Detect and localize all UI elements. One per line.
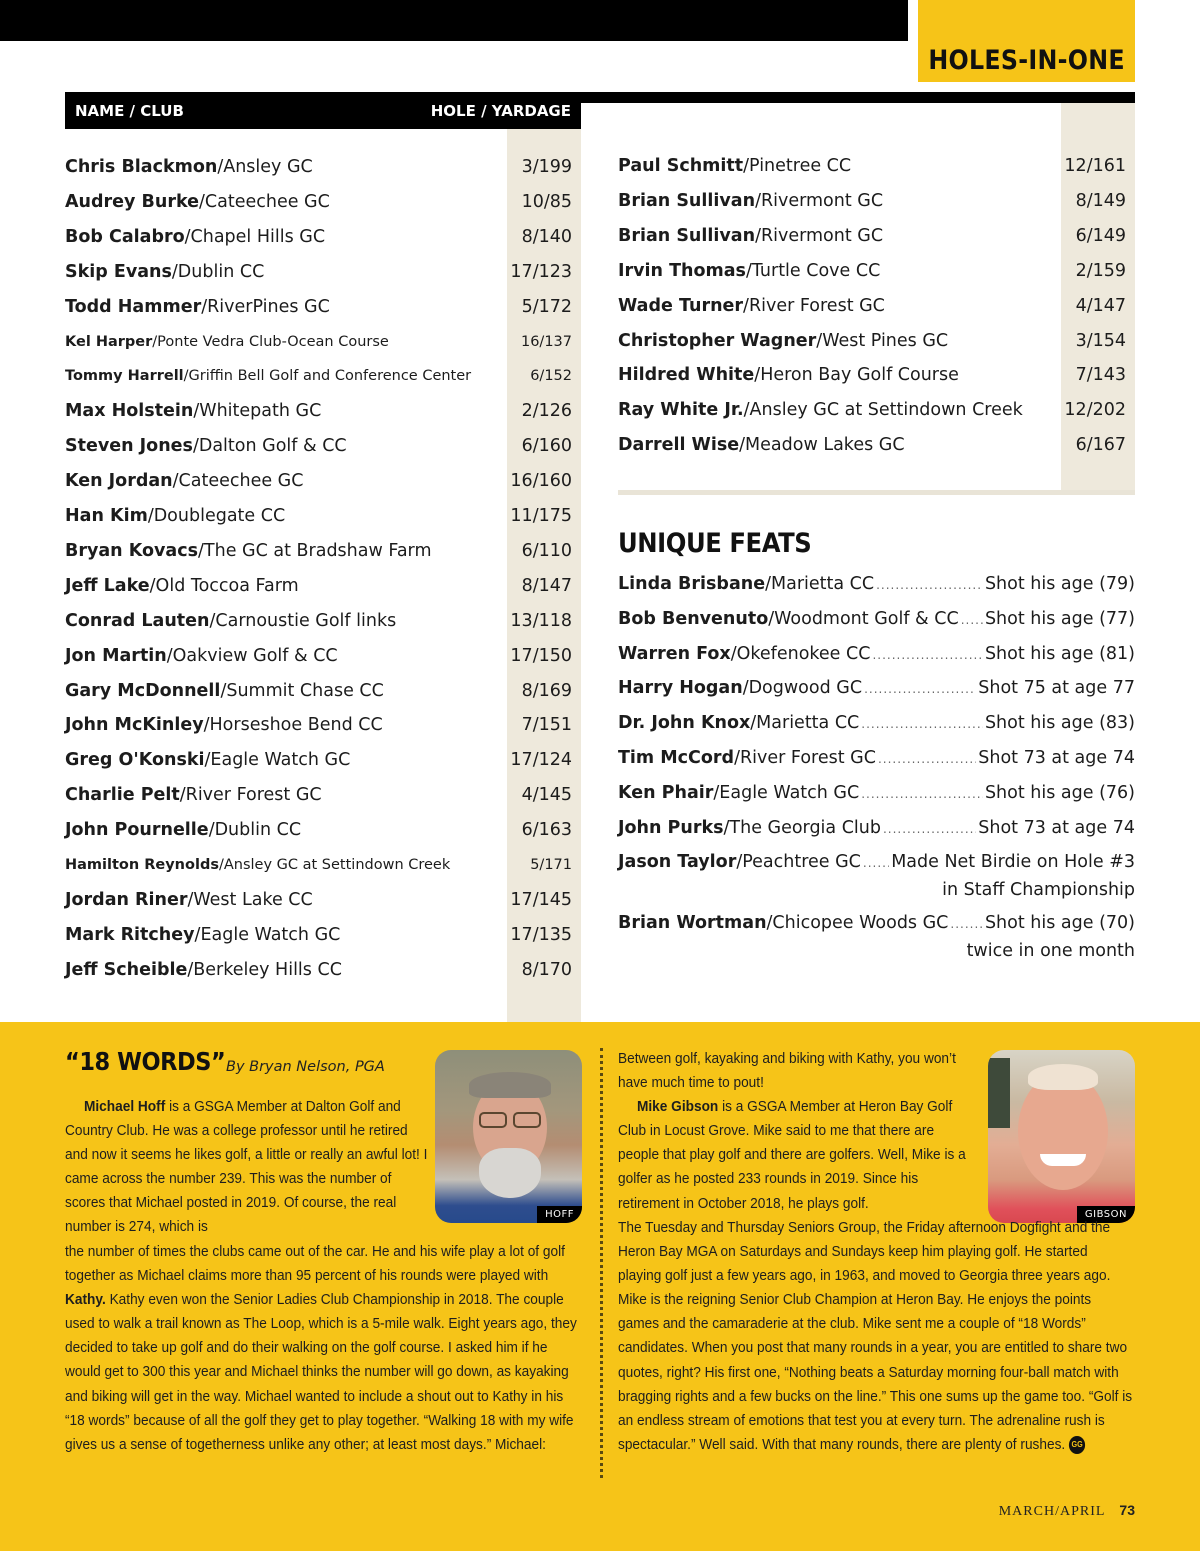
leader-dots	[876, 572, 983, 599]
divider	[618, 490, 1135, 495]
person-name: Mike Gibson	[636, 1098, 719, 1116]
hole-yardage: 4/145	[521, 785, 572, 806]
entry-name-club	[618, 296, 1076, 316]
feat-description: Shot 73 at age 74	[978, 748, 1135, 768]
golfer-name: Ray White Jr.	[618, 400, 744, 421]
page-number: 73	[1119, 1502, 1135, 1518]
eighteen-words-title: “18 WORDS”	[65, 1047, 226, 1076]
hole-yardage: 4/147	[1075, 295, 1126, 316]
feat-description: Shot 73 at age 74	[978, 817, 1135, 838]
list-item	[65, 257, 572, 287]
article-left-intro	[65, 1095, 434, 1240]
club-name: /Old Toccoa Farm	[149, 575, 299, 596]
list-item	[618, 186, 1126, 216]
entry-name-club	[618, 261, 1076, 281]
hole-yardage: 2/126	[521, 401, 572, 422]
entry-name-club	[65, 506, 510, 526]
entry-name-club	[65, 192, 522, 212]
list-item	[65, 955, 572, 985]
club-name: /Cateechee GC	[172, 471, 304, 492]
club-name: /Horseshoe Bend CC	[203, 715, 383, 736]
golfer-name: Audrey Burke	[65, 191, 199, 212]
golfer-name: Irvin Thomas	[618, 260, 746, 281]
feat-item	[618, 606, 1135, 634]
entry-name-club	[65, 157, 522, 177]
header-hole-yardage: HOLE / YARDAGE	[430, 101, 571, 120]
feat-person	[618, 710, 859, 737]
list-item	[65, 222, 572, 252]
entry-name-club	[65, 297, 522, 317]
list-item	[65, 641, 572, 671]
golfer-name: Gary McDonnell	[65, 680, 221, 701]
feat-description: Shot his age (83)	[984, 713, 1135, 734]
entry-name-club	[65, 611, 510, 631]
hole-yardage: 16/160	[510, 471, 572, 492]
article-text: Kathy even won the Senior Ladies Club Championship in 2018. The couple used to walk a trail known as The Loop, which is a 5-mile walk. Eight years ago, they decided to take up golf and do their walking on the golf course. I asked him if he would get to 300 this year and Michael thinks the number will go down, as kayaking and biking will get in the way. Michael wanted to include a shout out to Kathy in his “18 words” because of all the golf they get to play together. “Walking 18 with my wife gives us a sense of togetherness unlike any other; at least most days.” Michael:	[65, 1291, 577, 1453]
article-text: The Tuesday and Thursday Seniors Group, the Friday afternoon Dogfight and the Heron Bay MGA on Saturdays and Sundays keep him playing golf. He started playing golf just a few years ago, in 1963, and moved to Georgia three years ago. Mike is the reigning Senior Club Champion at Heron Bay. He enjoys the points games and the camaraderie at the club. Mike sent me a couple of “18 Words” candidates. When you post that many rounds in a year, you are entitled to share two quotes, right? His first one, “Nothing beats a Saturday morning four-ball match with bragging rights and a few bucks on the line.” This one sums up the game too. “Golf is an endless stream of emotions that test you at every turn. The adrenaline rush is spectacular.” Well said. With that many rounds, there are plenty of rushes.	[618, 1219, 1133, 1453]
hole-yardage: 6/160	[521, 436, 572, 457]
entry-name-club	[618, 365, 1076, 385]
golfer-name: Wade Turner	[618, 295, 744, 316]
list-item	[618, 256, 1126, 286]
club-name: /Dalton Golf & CC	[192, 436, 347, 457]
golfer-name: Ken Phair	[618, 782, 714, 803]
hole-yardage: 17/135	[510, 924, 572, 945]
club-name: /Doublegate CC	[147, 506, 286, 526]
hole-yardage: 3/199	[521, 157, 572, 177]
byline: By Bryan Nelson, PGA	[226, 1059, 385, 1075]
hole-yardage: 17/123	[510, 261, 572, 282]
hole-yardage: 6/110	[521, 540, 572, 561]
golfer-name: Jordan Riner	[65, 889, 188, 910]
club-name: /Ansley GC at Settindown Creek	[743, 400, 1023, 421]
article-text: is a GSGA Member at Dalton Golf and Country Club. He was a college professor until he retired and now it seems he likes golf, a little or really an awful lot! I came across the number 239. This was the number of scores that Michael posted in 2019. Of course, the real number is 274, which is	[65, 1098, 428, 1236]
feat-item	[618, 675, 1135, 703]
feat-item	[618, 849, 1135, 904]
golfer-name: Harry Hogan	[618, 678, 743, 699]
entry-name-club	[618, 331, 1076, 351]
leader-dots	[878, 746, 976, 773]
club-name: /Dogwood GC	[742, 678, 863, 699]
entry-name-club	[65, 925, 510, 945]
list-item	[65, 466, 572, 496]
hole-yardage: 10/85	[521, 191, 572, 212]
article-text: Between golf, kayaking and biking with Kathy, you won’t have much time to pout!	[618, 1050, 956, 1092]
club-name: /Berkeley Hills CC	[187, 959, 342, 980]
golfer-name: Chris Blackmon	[65, 157, 218, 177]
club-name: /Eagle Watch GC	[194, 924, 341, 945]
feat-person	[618, 849, 861, 876]
list-item	[65, 850, 572, 880]
club-name: /Chicopee Woods GC	[766, 912, 949, 933]
list-item	[618, 151, 1126, 181]
hole-yardage: 7/143	[1075, 365, 1126, 386]
hole-yardage: 12/202	[1064, 400, 1126, 421]
golfer-name: Paul Schmitt	[618, 156, 744, 176]
entry-name-club	[618, 191, 1076, 211]
golfer-name: Dr. John Knox	[618, 713, 751, 734]
golfer-name: Bryan Kovacs	[65, 540, 199, 561]
entry-name-club	[65, 750, 510, 770]
list-item	[65, 396, 572, 426]
hole-yardage: 3/154	[1075, 330, 1126, 351]
hole-yardage: 5/171	[530, 857, 572, 873]
table-header	[65, 92, 581, 129]
club-name: /Oakview Golf & CC	[166, 645, 338, 666]
hole-yardage: 6/149	[1075, 225, 1126, 246]
feat-description: Shot his age (81)	[984, 643, 1135, 664]
leader-dots	[864, 676, 976, 703]
golfer-name: Max Holstein	[65, 401, 194, 422]
golfer-name: Warren Fox	[618, 643, 731, 664]
leader-dots	[861, 711, 983, 738]
entry-name-club	[65, 820, 522, 840]
feat-description: Made Net Birdie on Hole #3	[891, 852, 1135, 873]
list-item	[618, 221, 1126, 251]
gibson-photo	[988, 1050, 1135, 1223]
club-name: /Okefenokee CC	[730, 643, 871, 664]
golfer-name: Darrell Wise	[618, 435, 740, 456]
leader-dots	[883, 816, 976, 843]
issue-label: MARCH/APRIL	[998, 1504, 1106, 1519]
person-name: Michael Hoff	[83, 1098, 166, 1115]
club-name: /Pinetree CC	[743, 156, 852, 176]
hole-yardage: 6/152	[530, 368, 572, 385]
photo-caption: GIBSON	[1077, 1206, 1135, 1223]
hole-yardage: 8/140	[521, 226, 572, 247]
golfer-name: John McKinley	[65, 715, 204, 736]
hole-yardage: 8/170	[521, 959, 572, 980]
club-name: /Eagle Watch GC	[713, 782, 860, 803]
article-right-intro	[618, 1047, 978, 1216]
feat-item	[618, 780, 1135, 808]
gg-logo-icon: GG	[1069, 1436, 1085, 1454]
club-name: /Ansley GC	[217, 157, 313, 177]
golfer-name: Brian Sullivan	[618, 190, 756, 211]
golfer-name: Todd Hammer	[65, 296, 202, 317]
list-item	[618, 291, 1126, 321]
entry-name-club	[618, 435, 1076, 455]
club-name: /Griffin Bell Golf and Conference Center	[183, 368, 472, 385]
golfer-name: Bob Calabro	[65, 226, 185, 247]
entry-name-club	[65, 471, 510, 491]
hole-yardage: 8/149	[1075, 190, 1126, 211]
list-item	[65, 536, 572, 566]
list-item	[65, 152, 572, 182]
hoff-photo	[435, 1050, 582, 1223]
list-item	[65, 710, 572, 740]
club-name: /Heron Bay Golf Course	[754, 365, 959, 386]
entry-name-club	[65, 785, 522, 805]
article-left-body	[65, 1240, 580, 1457]
golfer-name: Brian Sullivan	[618, 225, 756, 246]
header-name-club: NAME / CLUB	[75, 101, 184, 120]
golfer-name: Brian Wortman	[618, 912, 767, 933]
entry-name-club	[65, 368, 530, 384]
club-name: /Eagle Watch GC	[204, 750, 351, 771]
list-item	[65, 815, 572, 845]
feat-person	[618, 910, 948, 937]
golfer-name: Jon Martin	[65, 645, 167, 666]
club-name: /Ponte Vedra Club-Ocean Course	[152, 333, 389, 350]
feat-item	[618, 745, 1135, 773]
entry-name-club	[65, 227, 522, 247]
club-name: /Marietta CC	[750, 713, 860, 734]
person-name: Kathy.	[65, 1291, 106, 1309]
feat-person	[618, 780, 859, 807]
club-name: /River Forest GC	[743, 295, 885, 316]
feat-person	[618, 571, 874, 598]
list-item	[65, 780, 572, 810]
golfer-name: Han Kim	[65, 506, 148, 526]
feat-description: Shot his age (79)	[984, 574, 1135, 594]
golfer-name: Greg O'Konski	[65, 750, 205, 771]
feat-description: Shot his age (77)	[984, 608, 1135, 629]
page-footer	[999, 1502, 1135, 1520]
leader-dots	[861, 781, 983, 808]
golfer-name: Skip Evans	[65, 261, 172, 282]
column-divider	[600, 1048, 603, 1478]
club-name: /West Pines GC	[816, 330, 949, 351]
feat-description-cont: in Staff Championship	[942, 880, 1135, 901]
feat-person	[618, 745, 876, 772]
club-name: /Summit Chase CC	[220, 680, 384, 701]
article-text: the number of times the clubs came out of the car. He and his wife play a lot of golf together as Michael claims more than 95 percent of his rounds were played with	[65, 1243, 565, 1285]
hole-yardage: 16/137	[520, 333, 572, 350]
list-item	[65, 885, 572, 915]
entry-name-club	[618, 156, 1064, 176]
club-name: /Rivermont GC	[755, 225, 884, 246]
photo-caption: HOFF	[537, 1206, 582, 1223]
entry-name-club	[65, 436, 522, 456]
golfer-name: Bob Benvenuto	[618, 608, 769, 629]
club-name: /Ansley GC at Settindown Creek	[218, 857, 451, 873]
list-item	[65, 292, 572, 322]
hole-yardage: 13/118	[510, 610, 572, 631]
feat-person	[618, 641, 870, 668]
club-name: /Chapel Hills GC	[184, 226, 326, 247]
golfer-name: Hamilton Reynolds	[65, 857, 219, 873]
hole-yardage: 17/145	[510, 889, 572, 910]
section-title: HOLES-IN-ONE	[928, 45, 1125, 76]
golfer-name: Kel Harper	[65, 333, 153, 350]
club-name: /Carnoustie Golf links	[209, 610, 397, 631]
list-item	[65, 745, 572, 775]
golfer-name: Charlie Pelt	[65, 785, 180, 806]
entry-name-club	[65, 576, 522, 596]
leader-dots	[961, 607, 983, 634]
list-item	[65, 501, 572, 531]
club-name: /The GC at Bradshaw Farm	[198, 540, 432, 561]
list-item	[65, 327, 572, 357]
club-name: /The Georgia Club	[723, 817, 881, 838]
feat-description-cont: twice in one month	[966, 940, 1135, 961]
top-black-bar	[0, 0, 908, 41]
hole-yardage: 8/147	[521, 575, 572, 596]
club-name: /River Forest GC	[179, 785, 322, 806]
feat-item	[618, 910, 1135, 965]
feat-person	[618, 815, 881, 842]
club-name: /Woodmont Golf & CC	[768, 608, 959, 629]
feat-person	[618, 675, 862, 702]
club-name: /West Lake CC	[187, 889, 313, 910]
hole-yardage: 2/159	[1075, 260, 1126, 281]
list-item	[65, 361, 572, 391]
hole-yardage: 17/150	[510, 645, 572, 666]
entry-name-club	[618, 400, 1064, 420]
club-name: /RiverPines GC	[201, 296, 330, 317]
list-item	[618, 326, 1126, 356]
feat-item	[618, 571, 1135, 599]
club-name: /Turtle Cove CC	[745, 260, 881, 281]
list-item	[65, 187, 572, 217]
list-item	[65, 920, 572, 950]
club-name: /Rivermont GC	[755, 190, 884, 211]
list-item	[618, 360, 1126, 390]
entry-name-club	[65, 960, 522, 980]
entry-name-club	[65, 262, 510, 282]
club-name: /Cateechee GC	[199, 191, 330, 212]
club-name: /Dublin CC	[208, 820, 302, 841]
feat-description: Shot his age (70)	[984, 912, 1135, 933]
list-item	[65, 676, 572, 706]
golfer-name: Hildred White	[618, 365, 755, 386]
article-right-body	[618, 1216, 1135, 1457]
entry-name-club	[65, 334, 521, 350]
feat-item	[618, 710, 1135, 738]
feat-item	[618, 641, 1135, 669]
feat-person	[618, 606, 959, 633]
list-item	[618, 395, 1126, 425]
entry-name-club	[65, 541, 522, 561]
club-name: /Meadow Lakes GC	[739, 435, 905, 456]
hole-yardage: 12/161	[1064, 156, 1126, 176]
club-name: /Peachtree GC	[736, 852, 861, 873]
leader-dots	[950, 911, 983, 938]
golfer-name: John Purks	[618, 817, 724, 838]
list-item	[618, 430, 1126, 460]
hole-yardage: 6/167	[1075, 435, 1126, 456]
golfer-name: Jeff Scheible	[65, 959, 188, 980]
leader-dots	[863, 850, 889, 877]
golfer-name: Christopher Wagner	[618, 330, 817, 351]
feat-description: Shot his age (76)	[984, 782, 1135, 803]
golfer-name: Conrad Lauten	[65, 610, 210, 631]
club-name: /Whitepath GC	[193, 401, 322, 422]
entry-name-club	[618, 226, 1076, 246]
entry-name-club	[65, 646, 510, 666]
entry-name-club	[65, 857, 530, 873]
golfer-name: Ken Jordan	[65, 471, 173, 492]
entry-name-club	[65, 715, 522, 735]
section-banner	[918, 0, 1135, 82]
golfer-name: Jeff Lake	[65, 575, 150, 596]
unique-feats-title: UNIQUE FEATS	[618, 528, 812, 559]
hole-yardage: 5/172	[521, 296, 572, 317]
article-text: is a GSGA Member at Heron Bay Golf Club in Locust Grove. Mike said to me that there are people that play golf and there are golfers. Well, Mike is a golfer as he posted 233 rounds in 2019. Since his retirement in October 2018, he plays golf.	[618, 1098, 966, 1212]
golfer-name: Steven Jones	[65, 436, 193, 457]
club-name: /Dublin CC	[171, 261, 265, 282]
entry-name-club	[65, 890, 510, 910]
feat-item	[618, 815, 1135, 843]
list-item	[65, 606, 572, 636]
leader-dots	[872, 642, 982, 669]
hole-yardage: 17/124	[510, 750, 572, 771]
feat-description: Shot 75 at age 77	[978, 678, 1135, 699]
list-item	[65, 431, 572, 461]
club-name: /River Forest GC	[734, 748, 876, 768]
hole-yardage: 7/151	[521, 715, 572, 736]
golfer-name: Mark Ritchey	[65, 924, 195, 945]
golfer-name: Tim McCord	[618, 748, 735, 768]
golfer-name: Tommy Harrell	[65, 368, 184, 385]
entry-name-club	[65, 681, 522, 701]
club-name: /Marietta CC	[765, 574, 875, 594]
hole-yardage: 11/175	[510, 506, 572, 526]
golfer-name: Linda Brisbane	[618, 574, 766, 594]
entry-name-club	[65, 401, 522, 421]
header-rule	[581, 92, 1135, 103]
hole-yardage: 6/163	[521, 820, 572, 841]
golfer-name: John Pournelle	[65, 820, 209, 841]
golfer-name: Jason Taylor	[618, 852, 737, 873]
list-item	[65, 571, 572, 601]
hole-yardage: 8/169	[521, 680, 572, 701]
